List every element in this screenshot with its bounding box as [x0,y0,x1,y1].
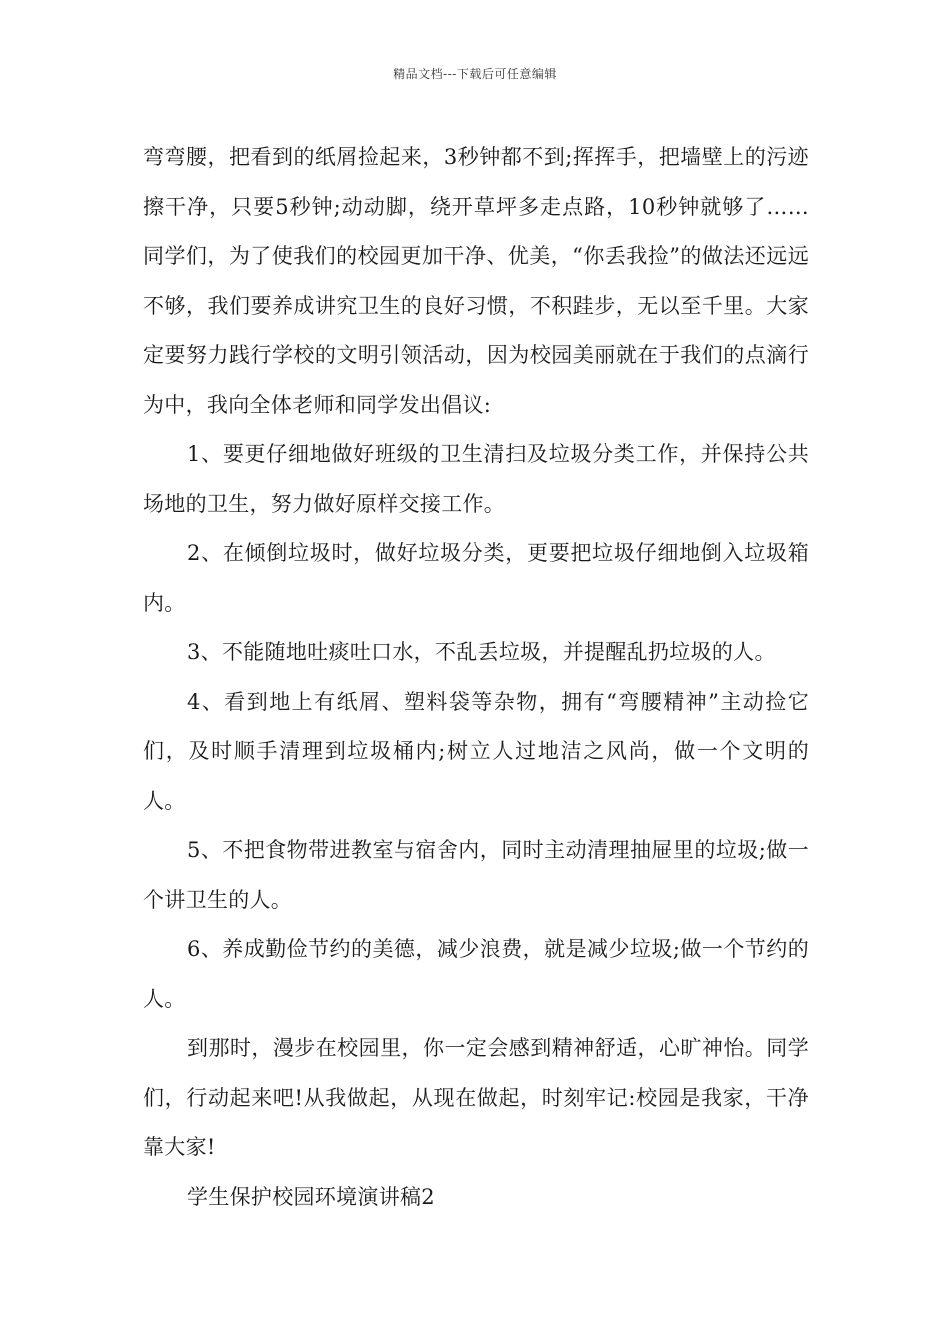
proposal-item-2: 2、在倾倒垃圾时，做好垃圾分类，更要把垃圾仔细地倒入垃圾箱内。 [143,541,809,615]
paragraph-intro: 弯弯腰，把看到的纸屑捡起来，3秒钟都不到;挥挥手，把墙壁上的污迹擦干净，只要5秒钟;动动脚，绕开草坪多走点路，10秒钟就够了……同学们，为了使我们的校园更加干净、优美，“你丢我捡”的做法还远远不够，我们要养成讲究卫生的良好习惯，不积跬步，无以至千里。大家定要努力践行学校的文明引领活动，因为校园美丽就在于我们的点滴行为中，我向全体老师和同学发出倡议: [143,145,809,417]
proposal-item-3: 3、不能随地吐痰吐口水，不乱丢垃圾，并提醒乱扔垃圾的人。 [187,640,776,664]
proposal-item-5: 5、不把食物带进教室与宿舍内，同时主动清理抽屉里的垃圾;做一个讲卫生的人。 [143,838,809,912]
section-title: 学生保护校园环境演讲稿2 [187,1184,435,1209]
document-body [143,133,809,1222]
proposal-item-1: 1、要更仔细地做好班级的卫生清扫及垃圾分类工作，并保持公共场地的卫生，努力做好原样交接工作。 [143,442,809,516]
proposal-item-4: 4、看到地上有纸屑、塑料袋等杂物，拥有“弯腰精神”主动捡它们，及时顺手清理到垃圾桶内;树立人过地洁之风尚，做一个文明的人。 [143,689,809,813]
proposal-item-6: 6、养成勤俭节约的美德，减少浪费，就是减少垃圾;做一个节约的人。 [143,937,809,1011]
paragraph-closing: 到那时，漫步在校园里，你一定会感到精神舒适，心旷神怡。同学们，行动起来吧!从我做起，从现在做起，时刻牢记:校园是我家，干净靠大家! [143,1036,809,1159]
page-header: 精品文档---下载后可任意编辑 [393,67,557,81]
